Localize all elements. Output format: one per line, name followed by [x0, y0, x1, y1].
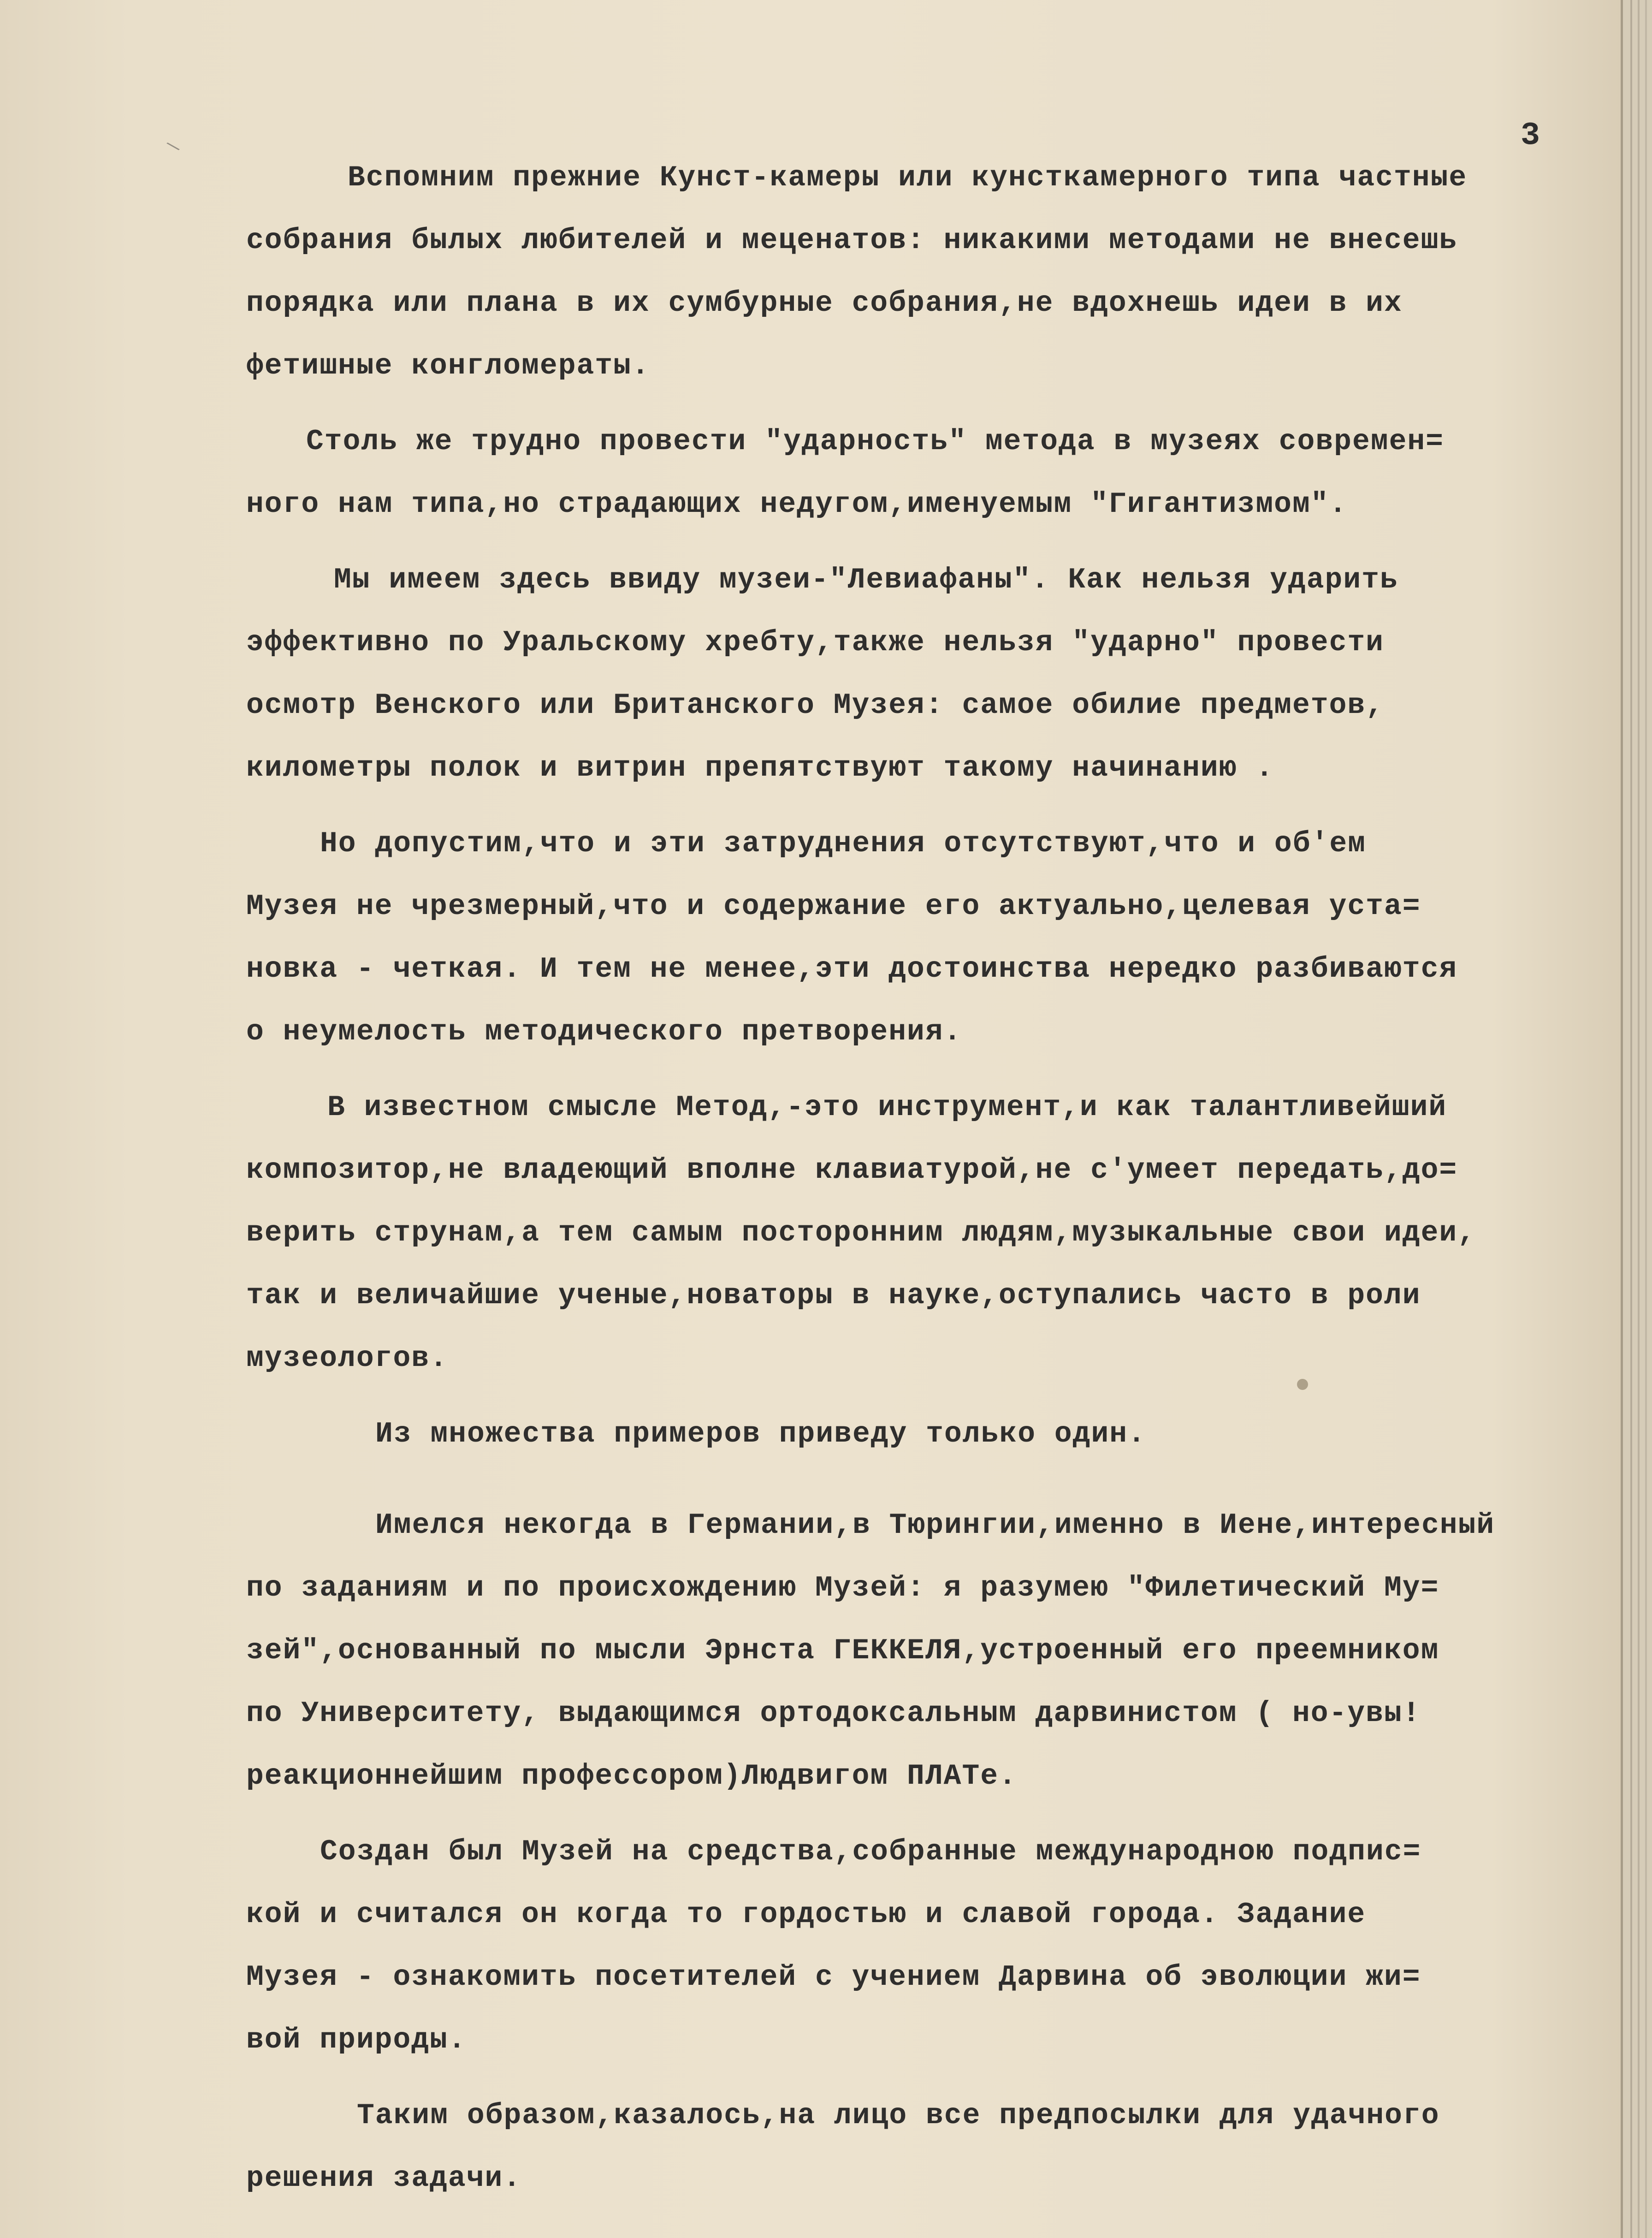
text-line: Музея - ознакомить посетителей с учением Дарвина об эволюции жи= — [246, 1961, 1421, 1994]
paragraph — [246, 410, 1593, 536]
paragraph — [246, 549, 1593, 800]
text-line: зей",основанный по мысли Эрнста ГЕККЕЛЯ,устроенный его преемником — [246, 1634, 1439, 1667]
page-number: 3 — [1521, 118, 1540, 154]
ink-mark: \ — [165, 137, 184, 159]
page-edge — [1638, 0, 1640, 2238]
text-line: композитор,не владеющий вполне клавиатурой,не с'умеет передать,до= — [246, 1154, 1458, 1187]
text-line: порядка или плана в их сумбурные собрания,не вдохнешь идеи в их — [246, 287, 1403, 320]
page-edge — [1645, 0, 1647, 2238]
text-line: Имелся некогда в Германии,в Тюрингии,именно в Иене,интересный — [375, 1509, 1495, 1542]
text-line: кой и считался он когда то гордостью и славой города. Задание — [246, 1898, 1366, 1931]
text-line: осмотр Венского или Британского Музея: самое обилие предметов, — [246, 689, 1384, 722]
text-line: Из множества примеров приведу только один. — [375, 1418, 1146, 1450]
text-line: по заданиям и по происхождению Музей: я разумею "Филетический Му= — [246, 1572, 1439, 1604]
text-line: Таким образом,казалось,на лицо все предпосылки для удачного — [357, 2099, 1440, 2132]
text-line: Вспомним прежние Кунст-камеры или кунсткамерного типа частные — [348, 161, 1468, 194]
text-line: Музея не чрезмерный,что и содержание его актуально,целевая уста= — [246, 890, 1421, 923]
text-line: по Университету, выдающимся ортодоксальным дарвинистом ( но-увы! — [246, 1697, 1421, 1730]
typed-text-body — [246, 147, 1593, 2210]
text-line: Создан был Музей на средства,собранные международною подпис= — [320, 1835, 1421, 1868]
text-line: Столь же трудно провести "ударность" метода в музеях современ= — [306, 425, 1444, 458]
page-edge — [1630, 0, 1632, 2238]
paragraph — [246, 1494, 1593, 1808]
text-line: Но допустим,что и эти затруднения отсутствуют,что и об'ем — [320, 827, 1366, 860]
text-line: В известном смысле Метод,-это инструмент,и как талантливейший — [327, 1091, 1447, 1124]
paragraph — [246, 1821, 1593, 2072]
text-line: ного нам типа,но страдающих недугом,именуемым "Гигантизмом". — [246, 488, 1348, 521]
paragraph — [246, 147, 1593, 398]
text-line: эффективно по Уральскому хребту,также нельзя "ударно" провести — [246, 626, 1384, 659]
text-line: километры полок и витрин препятствуют такому начинанию . — [246, 752, 1274, 784]
text-line: решения задачи. — [246, 2162, 522, 2195]
paragraph — [246, 1403, 1593, 1466]
paragraph — [246, 813, 1593, 1063]
text-line: так и величайшие ученые,новаторы в науке,оступались часто в роли — [246, 1279, 1421, 1312]
text-line: верить струнам,а тем самым посторонним людям,музыкальные свои идеи, — [246, 1217, 1476, 1249]
text-line: Мы имеем здесь ввиду музеи-"Левиафаны". Как нельзя ударить — [334, 564, 1398, 596]
paragraph — [246, 1076, 1593, 1390]
text-line: вой природы. — [246, 2024, 467, 2056]
text-line: о неумелость методического претворения. — [246, 1015, 962, 1048]
text-line: собрания былых любителей и меценатов: никакими методами не внесешь — [246, 224, 1458, 257]
text-line: новка - четкая. И тем не менее,эти достоинства нередко разбиваются — [246, 953, 1458, 985]
text-line: музеологов. — [246, 1342, 448, 1375]
text-line: реакционнейшим профессором)Людвигом ПЛАТе. — [246, 1760, 1017, 1793]
text-line: фетишные конгломераты. — [246, 350, 650, 382]
paragraph — [246, 2084, 1593, 2210]
